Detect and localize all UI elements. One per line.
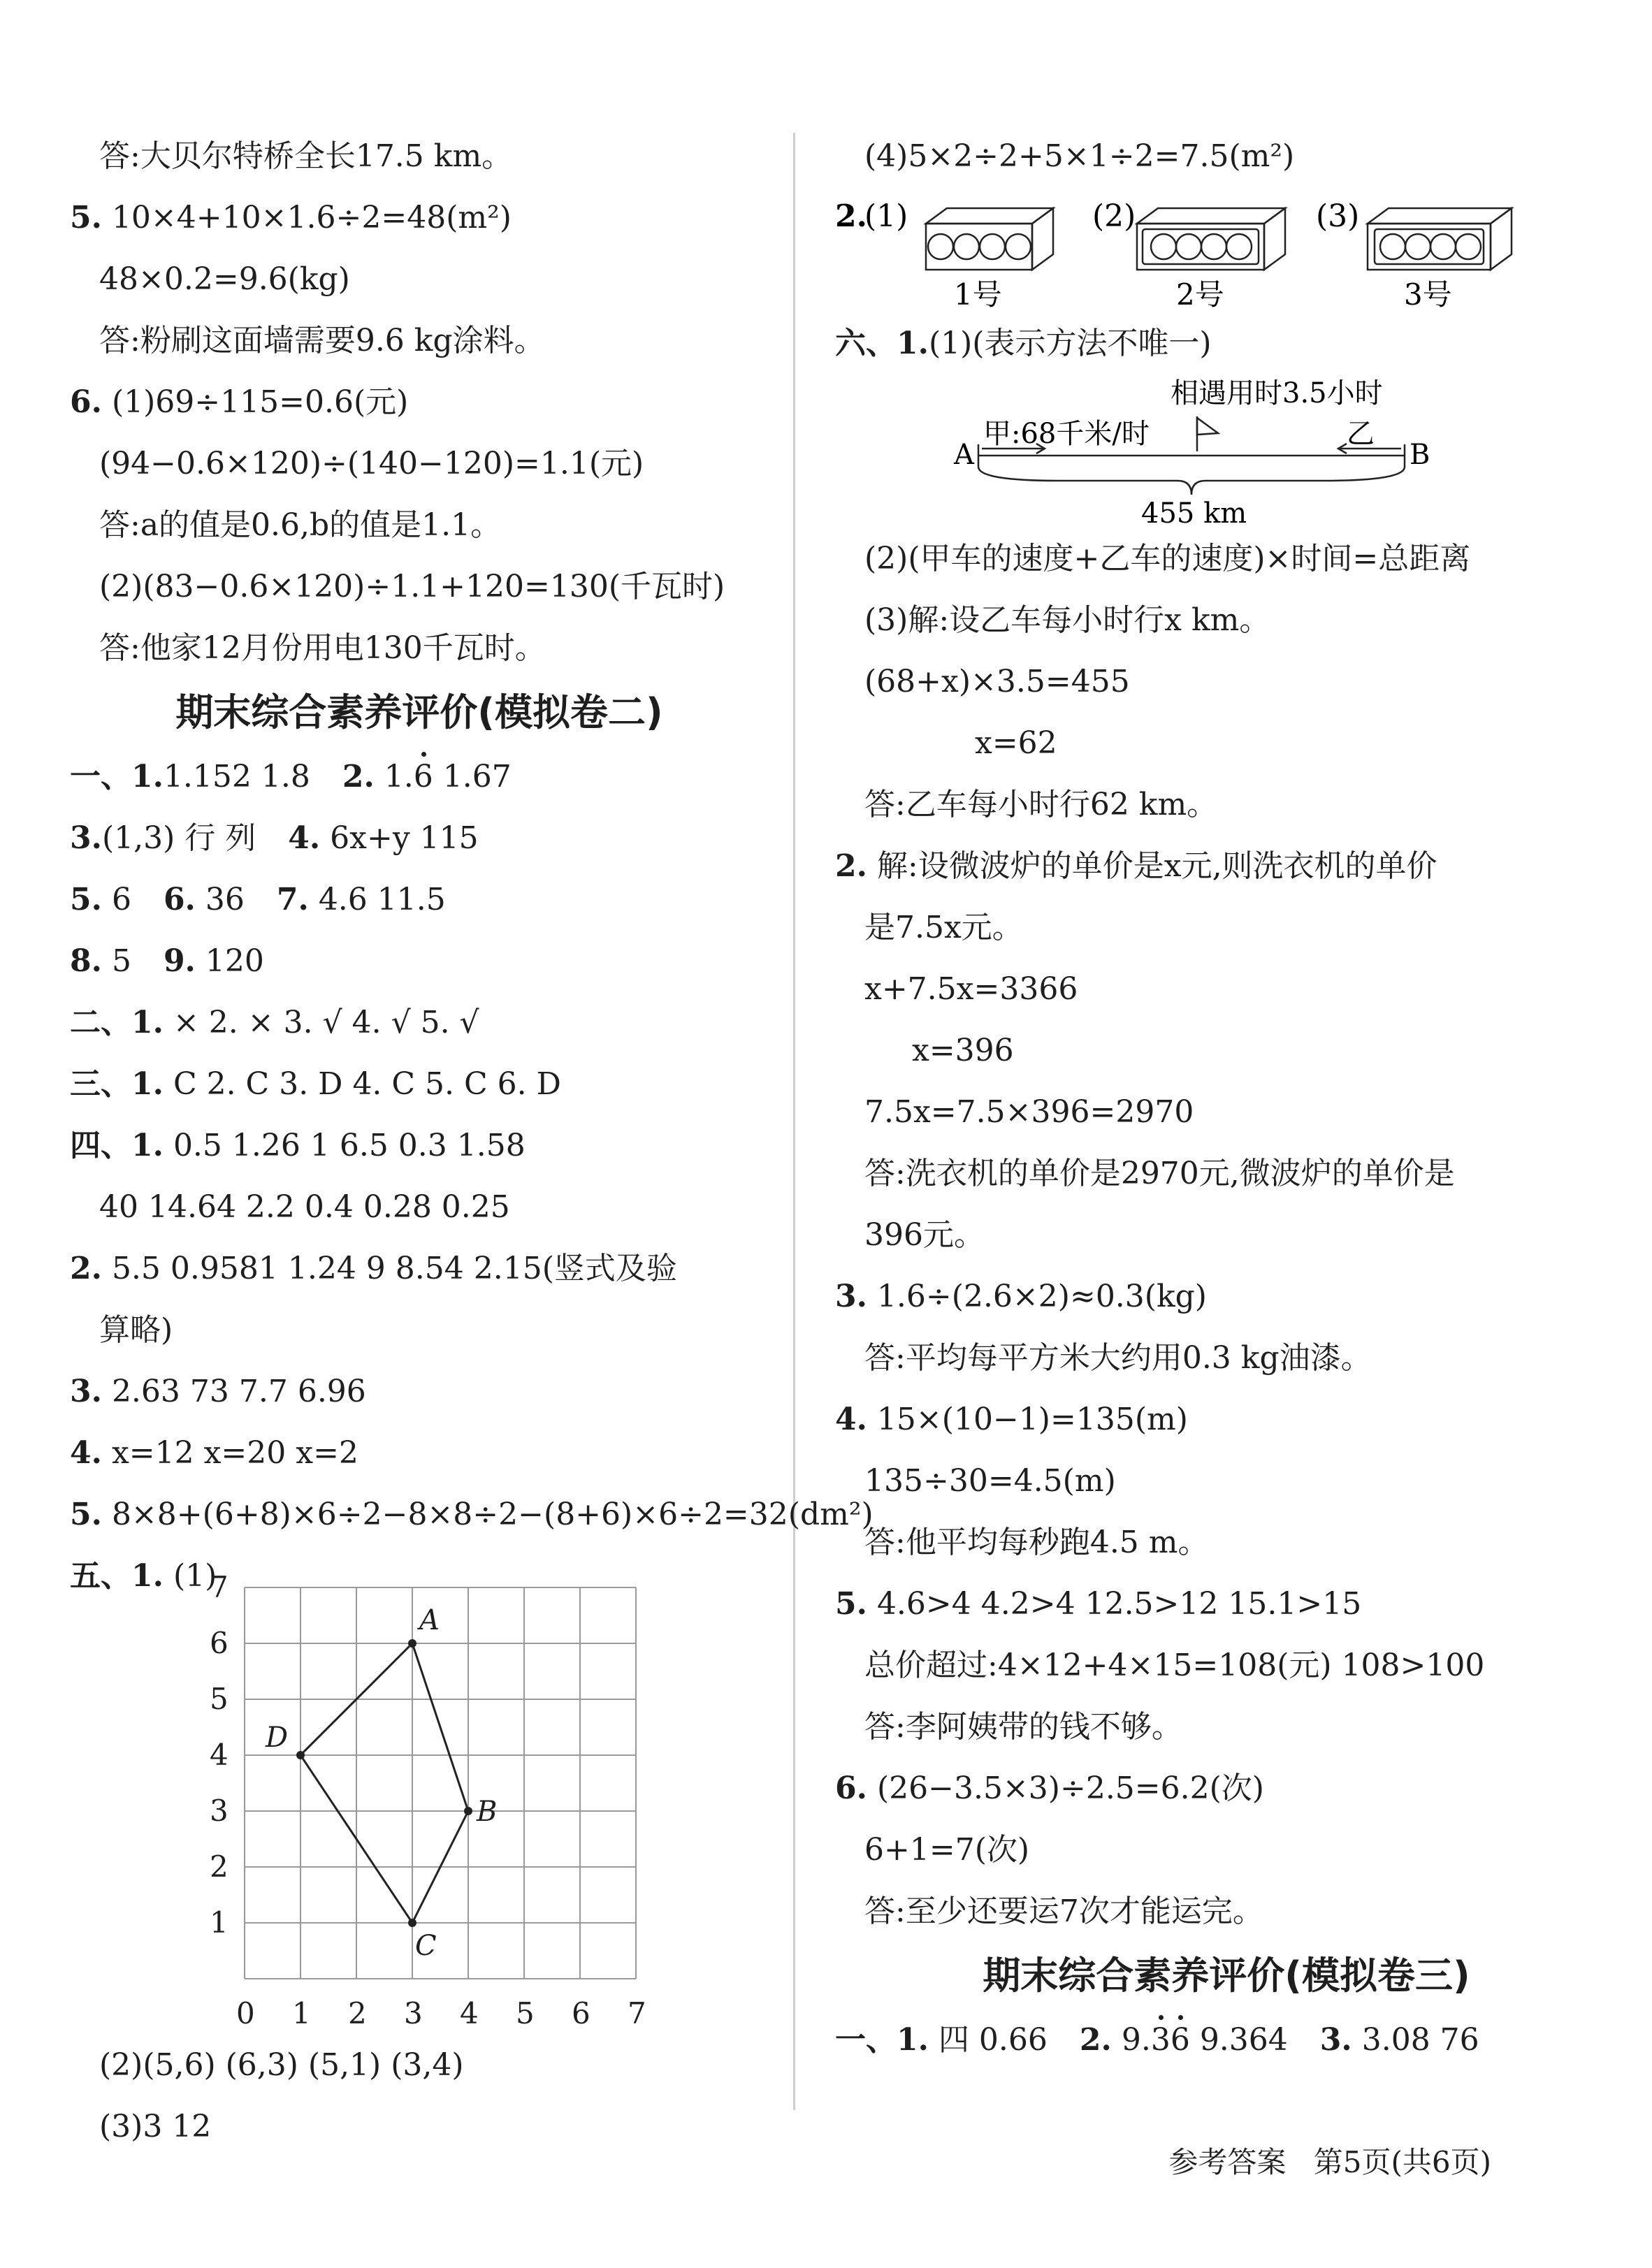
problem-number: 5. bbox=[835, 1586, 867, 1622]
x-tick-label: 3 bbox=[404, 1996, 423, 2030]
answer-values: 120 bbox=[205, 943, 264, 979]
answer-row-5 bbox=[70, 992, 769, 1054]
problem-number: 2. bbox=[835, 848, 867, 884]
answer-line: 答:他家12月份用电130千瓦时。 bbox=[99, 630, 546, 666]
problem-number: 2. bbox=[342, 759, 375, 794]
equation-line: 6+1=7(次) bbox=[864, 1832, 1030, 1868]
answer-values: 1.67 bbox=[433, 759, 512, 794]
equation-line: x=396 bbox=[912, 1033, 1014, 1068]
answer-row-2 bbox=[70, 808, 769, 869]
point-label-d: D bbox=[266, 1722, 289, 1754]
answer-line: 答:粉刷这面墙需要9.6 kg涂料。 bbox=[99, 323, 545, 358]
equation-line: (94−0.6×120)÷(140−120)=1.1(元) bbox=[99, 446, 644, 481]
problem-number: 五、1. bbox=[70, 1558, 164, 1594]
answer-line: 答:洗衣机的单价是2970元,微波炉的单价是 bbox=[864, 1156, 1455, 1191]
answer-values: 4.6>4 4.2>4 12.5>12 15.1>15 bbox=[876, 1586, 1362, 1622]
point-label-c: C bbox=[415, 1930, 437, 1962]
meeting-diagram bbox=[835, 375, 1618, 528]
point-label-b: B bbox=[477, 1796, 498, 1828]
answer-values: 2.63 73 7.7 6.96 bbox=[111, 1374, 366, 1409]
problem-number: 9. bbox=[163, 943, 196, 979]
problem-number: 5. bbox=[70, 1497, 102, 1532]
box-label-3: 3号 bbox=[1404, 277, 1452, 312]
coordinate-grid-block bbox=[70, 1546, 769, 2035]
answer-row-13 bbox=[70, 1484, 874, 1546]
solution-line: 是7.5x元。 bbox=[864, 910, 1023, 945]
problem-number: 2. bbox=[1079, 2022, 1112, 2058]
x-tick-label: 4 bbox=[460, 1996, 479, 2030]
problem-number: 6. bbox=[163, 882, 196, 917]
box-view-1 bbox=[926, 208, 1053, 270]
equation-line: x+7.5x=3366 bbox=[864, 971, 1078, 1007]
distance-label: 455 km bbox=[1141, 497, 1247, 528]
box-view-2 bbox=[1137, 208, 1285, 270]
problem-number: 3. bbox=[70, 820, 102, 856]
page-footer bbox=[1150, 2135, 1491, 2190]
answer-values: 3.08 76 bbox=[1361, 2022, 1479, 2058]
problem-number: 4. bbox=[70, 1435, 102, 1471]
y-tick-label: 1 bbox=[210, 1905, 229, 1940]
brace bbox=[978, 467, 1405, 495]
answer-row-3 bbox=[70, 869, 769, 931]
equation-line: 总价超过:4×12+4×15=108(元) 108>100 bbox=[864, 1648, 1485, 1683]
column-divider bbox=[793, 133, 795, 2110]
answer-line: 答:a的值是0.6,b的值是1.1。 bbox=[99, 507, 502, 543]
quadrilateral-abcd bbox=[300, 1643, 468, 1923]
point-a bbox=[408, 1639, 416, 1648]
area-answer: (3)3 12 bbox=[99, 2109, 212, 2144]
problem-number: 一、1. bbox=[835, 2022, 929, 2058]
equation-line: x=62 bbox=[975, 725, 1057, 761]
problem-number: 4. bbox=[288, 820, 321, 856]
answer-values: 0.5 1.26 1 6.5 0.3 1.58 bbox=[173, 1128, 526, 1163]
x-tick-label: 5 bbox=[516, 1996, 535, 2030]
left-column bbox=[70, 126, 874, 2158]
answer-row-11 bbox=[70, 1361, 769, 1423]
x-tick-label: 1 bbox=[292, 1996, 311, 2030]
footer-label: 参考答案 bbox=[1168, 2145, 1287, 2179]
right-column bbox=[835, 126, 1618, 2071]
answer-row-12 bbox=[70, 1423, 769, 1484]
answer-values: C 2. C 3. D 4. C 5. C 6. D bbox=[173, 1066, 561, 1102]
problem-number: 3. bbox=[1319, 2022, 1352, 2058]
x-tick-label: 6 bbox=[572, 1996, 590, 2030]
problem-number: 一、1. bbox=[70, 759, 164, 794]
x-tick-label: 0 bbox=[236, 1996, 255, 2030]
coordinate-grid bbox=[70, 1546, 769, 2035]
answer-line: 答:李阿姨带的钱不够。 bbox=[864, 1709, 1182, 1745]
answer-line: 答:平均每平方米大约用0.3 kg油漆。 bbox=[864, 1340, 1372, 1376]
answer-values: 5 bbox=[111, 943, 131, 979]
repeating-digit: 3 bbox=[1151, 2009, 1171, 2071]
equation-line: (4)5×2÷2+5×1÷2=7.5(m²) bbox=[864, 138, 1295, 174]
point-d bbox=[296, 1751, 305, 1759]
equation-line: (2)(83−0.6×120)÷1.1+120=130(千瓦时) bbox=[99, 569, 725, 604]
equation-line: 135÷30=4.5(m) bbox=[864, 1463, 1116, 1499]
answer-values: 6x+y 115 bbox=[330, 820, 479, 856]
problem-6-3 bbox=[835, 1266, 1618, 1328]
answer-values: 6 bbox=[111, 882, 131, 917]
answer-values: x=12 x=20 x=2 bbox=[111, 1435, 358, 1471]
answer-line: 答:他平均每秒跑4.5 m。 bbox=[864, 1525, 1209, 1560]
problem-number: 2. bbox=[835, 198, 867, 234]
answer-values: 1. bbox=[384, 759, 414, 794]
equation: 15×(10−1)=135(m) bbox=[876, 1402, 1188, 1437]
equation: 1.6÷(2.6×2)≈0.3(kg) bbox=[876, 1279, 1207, 1314]
problem-number: 四、1. bbox=[70, 1128, 164, 1163]
answer-line: 396元。 bbox=[864, 1217, 985, 1253]
box-view-3 bbox=[1368, 208, 1512, 270]
x-tick-label: 2 bbox=[348, 1996, 367, 2030]
line-segment-diagram-block bbox=[835, 375, 1618, 528]
equation: (26−3.5×3)÷2.5=6.2(次) bbox=[876, 1771, 1264, 1806]
answer-row-1 bbox=[70, 746, 769, 808]
formula-line: (2)(甲车的速度+乙车的速度)×时间=总距离 bbox=[864, 541, 1471, 576]
problem-6 bbox=[70, 372, 769, 433]
y-tick-label: 5 bbox=[210, 1682, 229, 1716]
problem-number: 6. bbox=[835, 1771, 867, 1806]
car-jia-label: 甲:68千米/时 bbox=[983, 418, 1150, 450]
problem-number: 3. bbox=[835, 1279, 867, 1314]
y-tick-label: 3 bbox=[210, 1794, 229, 1828]
solution-line: 解:设微波炉的单价是x元,则洗衣机的单价 bbox=[876, 848, 1437, 884]
problem-number: 2. bbox=[70, 1251, 102, 1286]
box-views-figure bbox=[835, 187, 1618, 313]
answer-values: 四 0.66 bbox=[938, 2022, 1048, 2058]
sub-label: (1)(表示方法不唯一) bbox=[928, 326, 1212, 361]
y-tick-label: 2 bbox=[210, 1849, 229, 1884]
problem-number: 4. bbox=[835, 1402, 867, 1437]
answer-values: 9.364 bbox=[1189, 2022, 1288, 2058]
problem-5 bbox=[70, 187, 769, 249]
y-tick-label: 7 bbox=[210, 1570, 229, 1604]
point-a-label: A bbox=[954, 439, 974, 471]
equation-line: 48×0.2=9.6(kg) bbox=[99, 261, 350, 297]
problem-number: 六、1. bbox=[835, 326, 929, 361]
solution-line: (3)解:设乙车每小时行x km。 bbox=[864, 602, 1270, 638]
point-label-a: A bbox=[419, 1604, 440, 1636]
problem-6-5 bbox=[835, 1573, 1618, 1635]
box-label-1: 1号 bbox=[954, 277, 1002, 312]
answer-row-mock3-1 bbox=[835, 2009, 1618, 2071]
answer-line: 答:乙车每小时行62 km。 bbox=[864, 787, 1218, 822]
car-yi-label: 乙 bbox=[1347, 418, 1375, 450]
answer-row-9 bbox=[70, 1238, 769, 1300]
coordinates-answer: (2)(5,6) (6,3) (5,1) (3,4) bbox=[99, 2047, 464, 2083]
answer-values: 9. bbox=[1121, 2022, 1151, 2058]
problem-number: 三、1. bbox=[70, 1066, 164, 1102]
problem-number: 5. bbox=[70, 200, 102, 235]
problem-6-1 bbox=[835, 313, 1618, 375]
problem-number: 7. bbox=[276, 882, 309, 917]
answer-values: 5.5 0.9581 1.24 9 8.54 2.15(竖式及验 bbox=[111, 1251, 677, 1286]
problem-6-6 bbox=[835, 1758, 1618, 1819]
problem-number: 8. bbox=[70, 943, 102, 979]
answer-values: 4.6 11.5 bbox=[318, 882, 446, 917]
answer-row-4 bbox=[70, 931, 769, 992]
equation: (1)69÷115=0.6(元) bbox=[111, 384, 409, 420]
y-tick-label: 6 bbox=[210, 1626, 229, 1660]
point-b bbox=[464, 1807, 472, 1815]
equation: 10×4+10×1.6÷2=48(m²) bbox=[111, 200, 512, 235]
problem-number: 5. bbox=[70, 882, 102, 917]
sub-label: (1) bbox=[864, 198, 908, 234]
section-title-mock-3: 期末综合素养评价(模拟卷三) bbox=[983, 1954, 1470, 1998]
problem-6-2 bbox=[835, 836, 1618, 897]
sub-label: (1) bbox=[173, 1558, 217, 1594]
meeting-time-label: 相遇用时3.5小时 bbox=[1171, 377, 1383, 409]
equation-line: (68+x)×3.5=455 bbox=[864, 664, 1130, 699]
repeating-digit: 6 bbox=[1171, 2009, 1190, 2071]
box-label-2: 2号 bbox=[1176, 277, 1224, 312]
box-views-row bbox=[835, 187, 1618, 313]
repeating-digit: 6 bbox=[414, 746, 433, 808]
flag-icon bbox=[1197, 416, 1218, 451]
answer-values: (1,3) 行 列 bbox=[101, 820, 256, 856]
x-tick-label: 7 bbox=[628, 1996, 646, 2030]
sub-label: (2) bbox=[1092, 198, 1136, 234]
page-number: 第5页(共6页) bbox=[1313, 2145, 1491, 2179]
problem-number: 二、1. bbox=[70, 1005, 164, 1040]
equation-line: 7.5x=7.5×396=2970 bbox=[864, 1094, 1194, 1130]
problem-number: 3. bbox=[70, 1374, 102, 1409]
point-c bbox=[408, 1919, 416, 1927]
sub-label: (3) bbox=[1316, 198, 1360, 234]
answer-line: 答:至少还要运7次才能运完。 bbox=[864, 1893, 1263, 1929]
answer-row-6 bbox=[70, 1054, 769, 1115]
section-title-mock-2: 期末综合素养评价(模拟卷二) bbox=[175, 690, 663, 734]
answer-line: 答:大贝尔特桥全长17.5 km。 bbox=[99, 138, 513, 174]
problem-6-4 bbox=[835, 1389, 1618, 1451]
answer-values: 1.152 1.8 bbox=[163, 759, 310, 794]
answer-row-7 bbox=[70, 1115, 769, 1177]
y-tick-label: 4 bbox=[210, 1738, 229, 1772]
answer-values: 算略) bbox=[99, 1312, 173, 1348]
answer-values: 40 14.64 2.2 0.4 0.28 0.25 bbox=[99, 1189, 510, 1225]
point-b-label: B bbox=[1410, 439, 1430, 471]
answer-values: × 2. × 3. √ 4. √ 5. √ bbox=[173, 1005, 479, 1040]
answer-values: 36 bbox=[205, 882, 245, 917]
equation: 8×8+(6+8)×6÷2−8×8÷2−(8+6)×6÷2=32(dm²) bbox=[111, 1497, 874, 1532]
problem-number: 6. bbox=[70, 384, 102, 420]
